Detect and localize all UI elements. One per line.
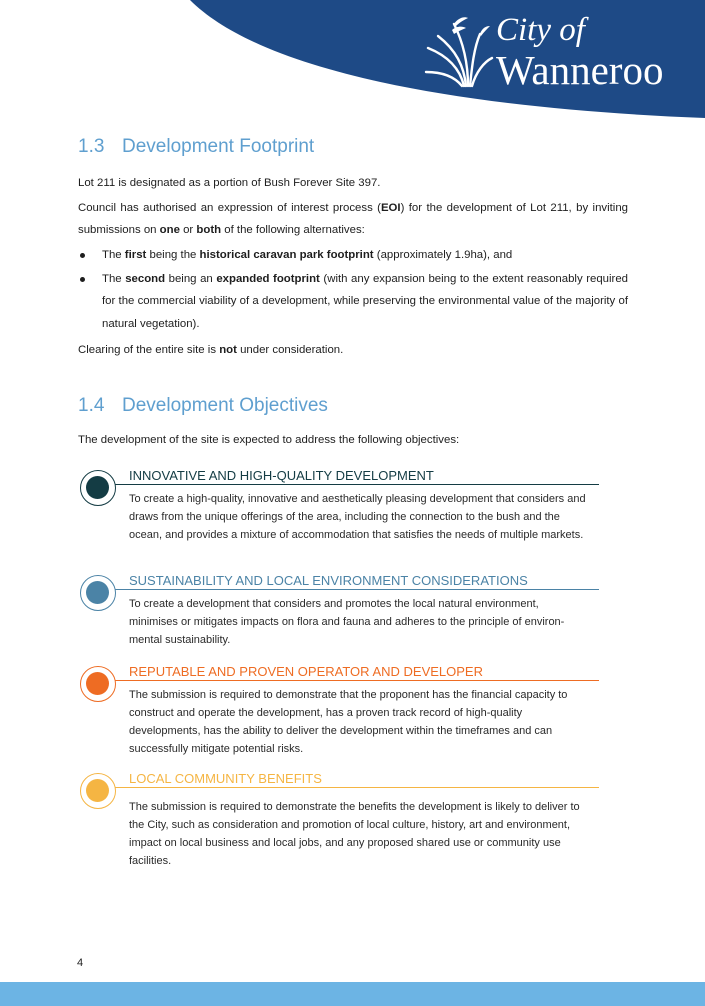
objective-dot — [86, 476, 109, 499]
text-run: Clearing of the entire site is — [78, 344, 220, 356]
objective-title: LOCAL COMMUNITY BENEFITS — [129, 771, 322, 786]
alternatives-list — [78, 244, 628, 336]
section-title: Development Footprint — [122, 136, 315, 157]
bold-text-first: first — [124, 249, 147, 261]
objective-circle-icon — [80, 666, 116, 702]
bold-text-expanded-footprint: expanded footprint — [216, 272, 320, 285]
text-run: being an — [165, 272, 217, 285]
text-run: The — [102, 249, 125, 261]
page-number: 4 — [77, 957, 84, 969]
logo-text-wanneroo: Wanneroo — [496, 47, 664, 93]
bold-text-one: one — [159, 224, 180, 236]
objective-description: The submission is required to demonstrate the benefits the development is likely to deliver to the City, such as consideration and promotion of local culture, history, art and environment, impact on local business and local jobs, and any proposed shared use or community use facilities. — [129, 801, 580, 867]
text-run: being the — [146, 249, 200, 261]
text-run: ) for the development of Lot 211, by inviting submissions on — [78, 202, 628, 236]
bold-text-both: both — [196, 224, 222, 236]
objective-dot — [86, 672, 109, 695]
paragraph-clearing — [78, 339, 628, 361]
text-run: under consideration. — [236, 344, 344, 356]
text-run: (with any expansion being to the extent reasonably required for the commercial viability of a development, while preserving the environmental value of the majority of natural vegetation). — [102, 272, 628, 330]
list-item-second-alternative — [78, 268, 628, 336]
footer-band — [0, 982, 705, 1006]
section-heading-development-footprint — [78, 136, 314, 158]
section-number: 1.4 — [78, 395, 105, 416]
objective-description: To create a high-quality, innovative and aesthetically pleasing development that considers and draws from the unique offerings of the area, including the connection to the bush and the ocean, and provides a mixture of accommodation that satisfies the needs of multiple markets. — [129, 493, 586, 541]
paragraph-objectives-intro: The development of the site is expected to address the following objectives: — [78, 434, 460, 446]
objective-description: The submission is required to demonstrate that the proponent has the financial capacity to construct and operate the development, has a proven track record of high-quality developments, has the ability to deliver the development within the timeframes and can successfully mitigate potential risks. — [129, 689, 568, 755]
objective-title: INNOVATIVE AND HIGH-QUALITY DEVELOPMENT — [129, 468, 434, 483]
objective-circle-icon — [80, 773, 116, 809]
paragraph-lot-designation: Lot 211 is designated as a portion of Bush Forever Site 397. — [78, 177, 381, 189]
objective-circle-icon — [80, 575, 116, 611]
objective-circle-icon — [80, 470, 116, 506]
section-number: 1.3 — [78, 136, 105, 157]
objective-dot — [86, 581, 109, 604]
bold-text-historical-footprint: historical caravan park footprint — [199, 249, 374, 261]
objective-title: REPUTABLE AND PROVEN OPERATOR AND DEVELOPER — [129, 664, 483, 679]
objective-title: SUSTAINABILITY AND LOCAL ENVIRONMENT CONSIDERATIONS — [129, 573, 528, 588]
objective-dot — [86, 779, 109, 802]
paragraph-council-eoi — [78, 197, 628, 241]
logo-text-city-of: City of — [496, 12, 585, 48]
text-run: Council has authorised an expression of interest process ( — [78, 202, 381, 214]
objective-description: To create a development that considers and promotes the local natural environment, minimises or mitigates impacts on flora and fauna and adheres to the principle of environ-mental sustainability. — [129, 598, 565, 646]
grass-tree-icon — [424, 14, 494, 88]
section-heading-development-objectives — [78, 395, 328, 417]
text-run: or — [179, 224, 197, 236]
text-run: The — [102, 272, 126, 285]
text-run: (approximately 1.9ha), and — [373, 249, 513, 261]
bold-text-second: second — [125, 272, 166, 285]
bold-text-eoi: EOI — [380, 202, 401, 214]
section-title: Development Objectives — [122, 395, 328, 416]
bold-text-not: not — [219, 344, 237, 356]
list-item-first-alternative — [78, 244, 628, 267]
text-run: of the following alternatives: — [221, 224, 365, 236]
